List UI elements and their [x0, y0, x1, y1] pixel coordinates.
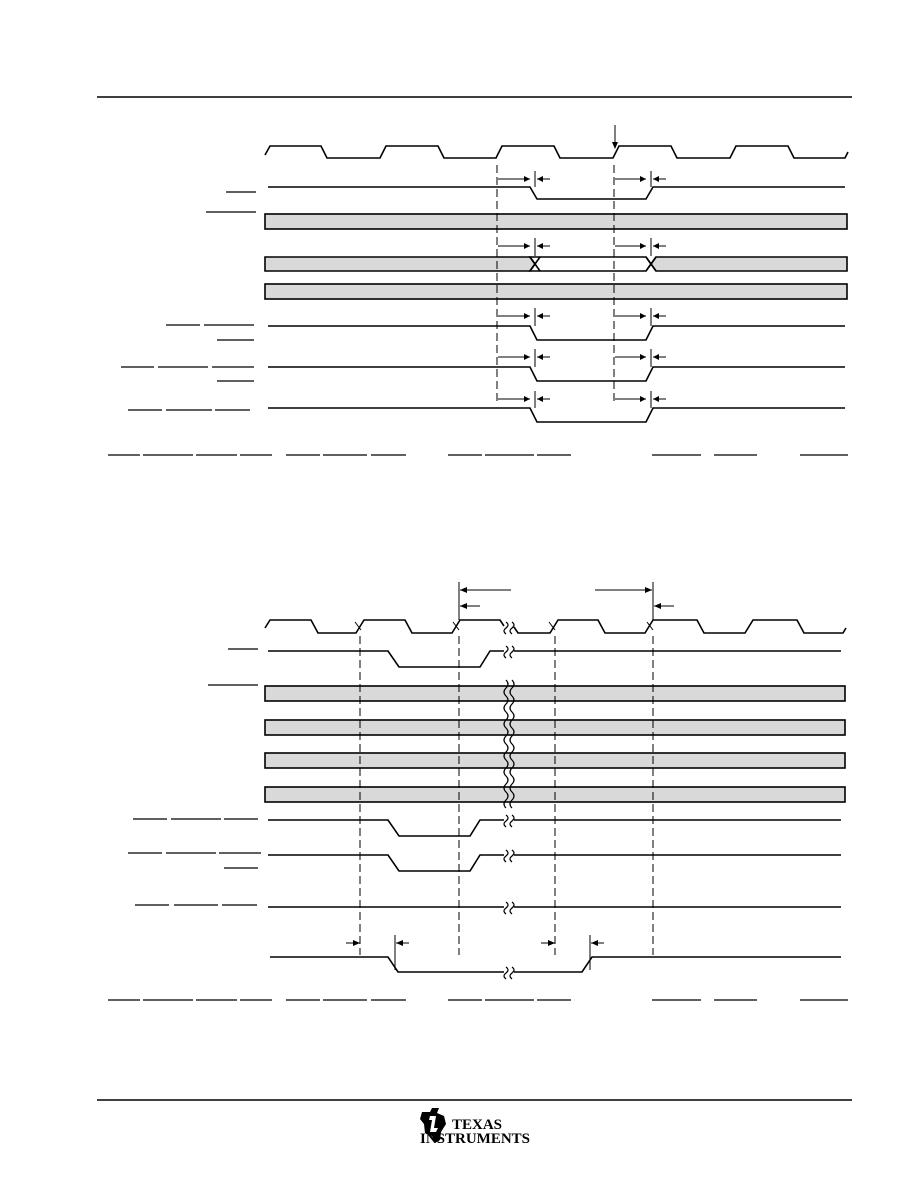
- waveform-strobe-1: [268, 651, 504, 667]
- waveform-strobe-1: [268, 187, 845, 199]
- waveform-strobe-2: [268, 326, 845, 340]
- waveform-strobe-3: [268, 855, 504, 871]
- bus-waveform-2-valid: [530, 257, 651, 271]
- timing-diagram-top: [108, 125, 848, 455]
- interval-arrows: [459, 582, 674, 620]
- bus-waveform-2-tail: [651, 257, 847, 271]
- clock-waveform: [265, 620, 504, 633]
- ti-logo: [420, 1108, 530, 1147]
- waveform-strobe-3: [268, 367, 845, 381]
- clock-waveform: [265, 146, 848, 158]
- waveform-strobe-5: [270, 957, 504, 972]
- clock-waveform-continued: [514, 620, 846, 633]
- waveform-strobe-5-continued: [514, 957, 841, 972]
- brand-line-2: INSTRUMENTS: [420, 1131, 531, 1147]
- timing-arrows-bottom: [346, 935, 604, 970]
- clock-edge-arrow: [612, 142, 618, 149]
- brand-line-1: TEXAS: [452, 1117, 503, 1133]
- bus-waveform-2: [265, 257, 535, 271]
- bus-waveform-1: [265, 214, 847, 229]
- arrowheads-bottom: [353, 940, 598, 946]
- waveform-strobe-2: [268, 820, 504, 836]
- timing-diagram-bottom: [108, 582, 848, 1000]
- bus-waveform-3: [265, 284, 847, 299]
- waveform-strobe-4: [268, 408, 845, 422]
